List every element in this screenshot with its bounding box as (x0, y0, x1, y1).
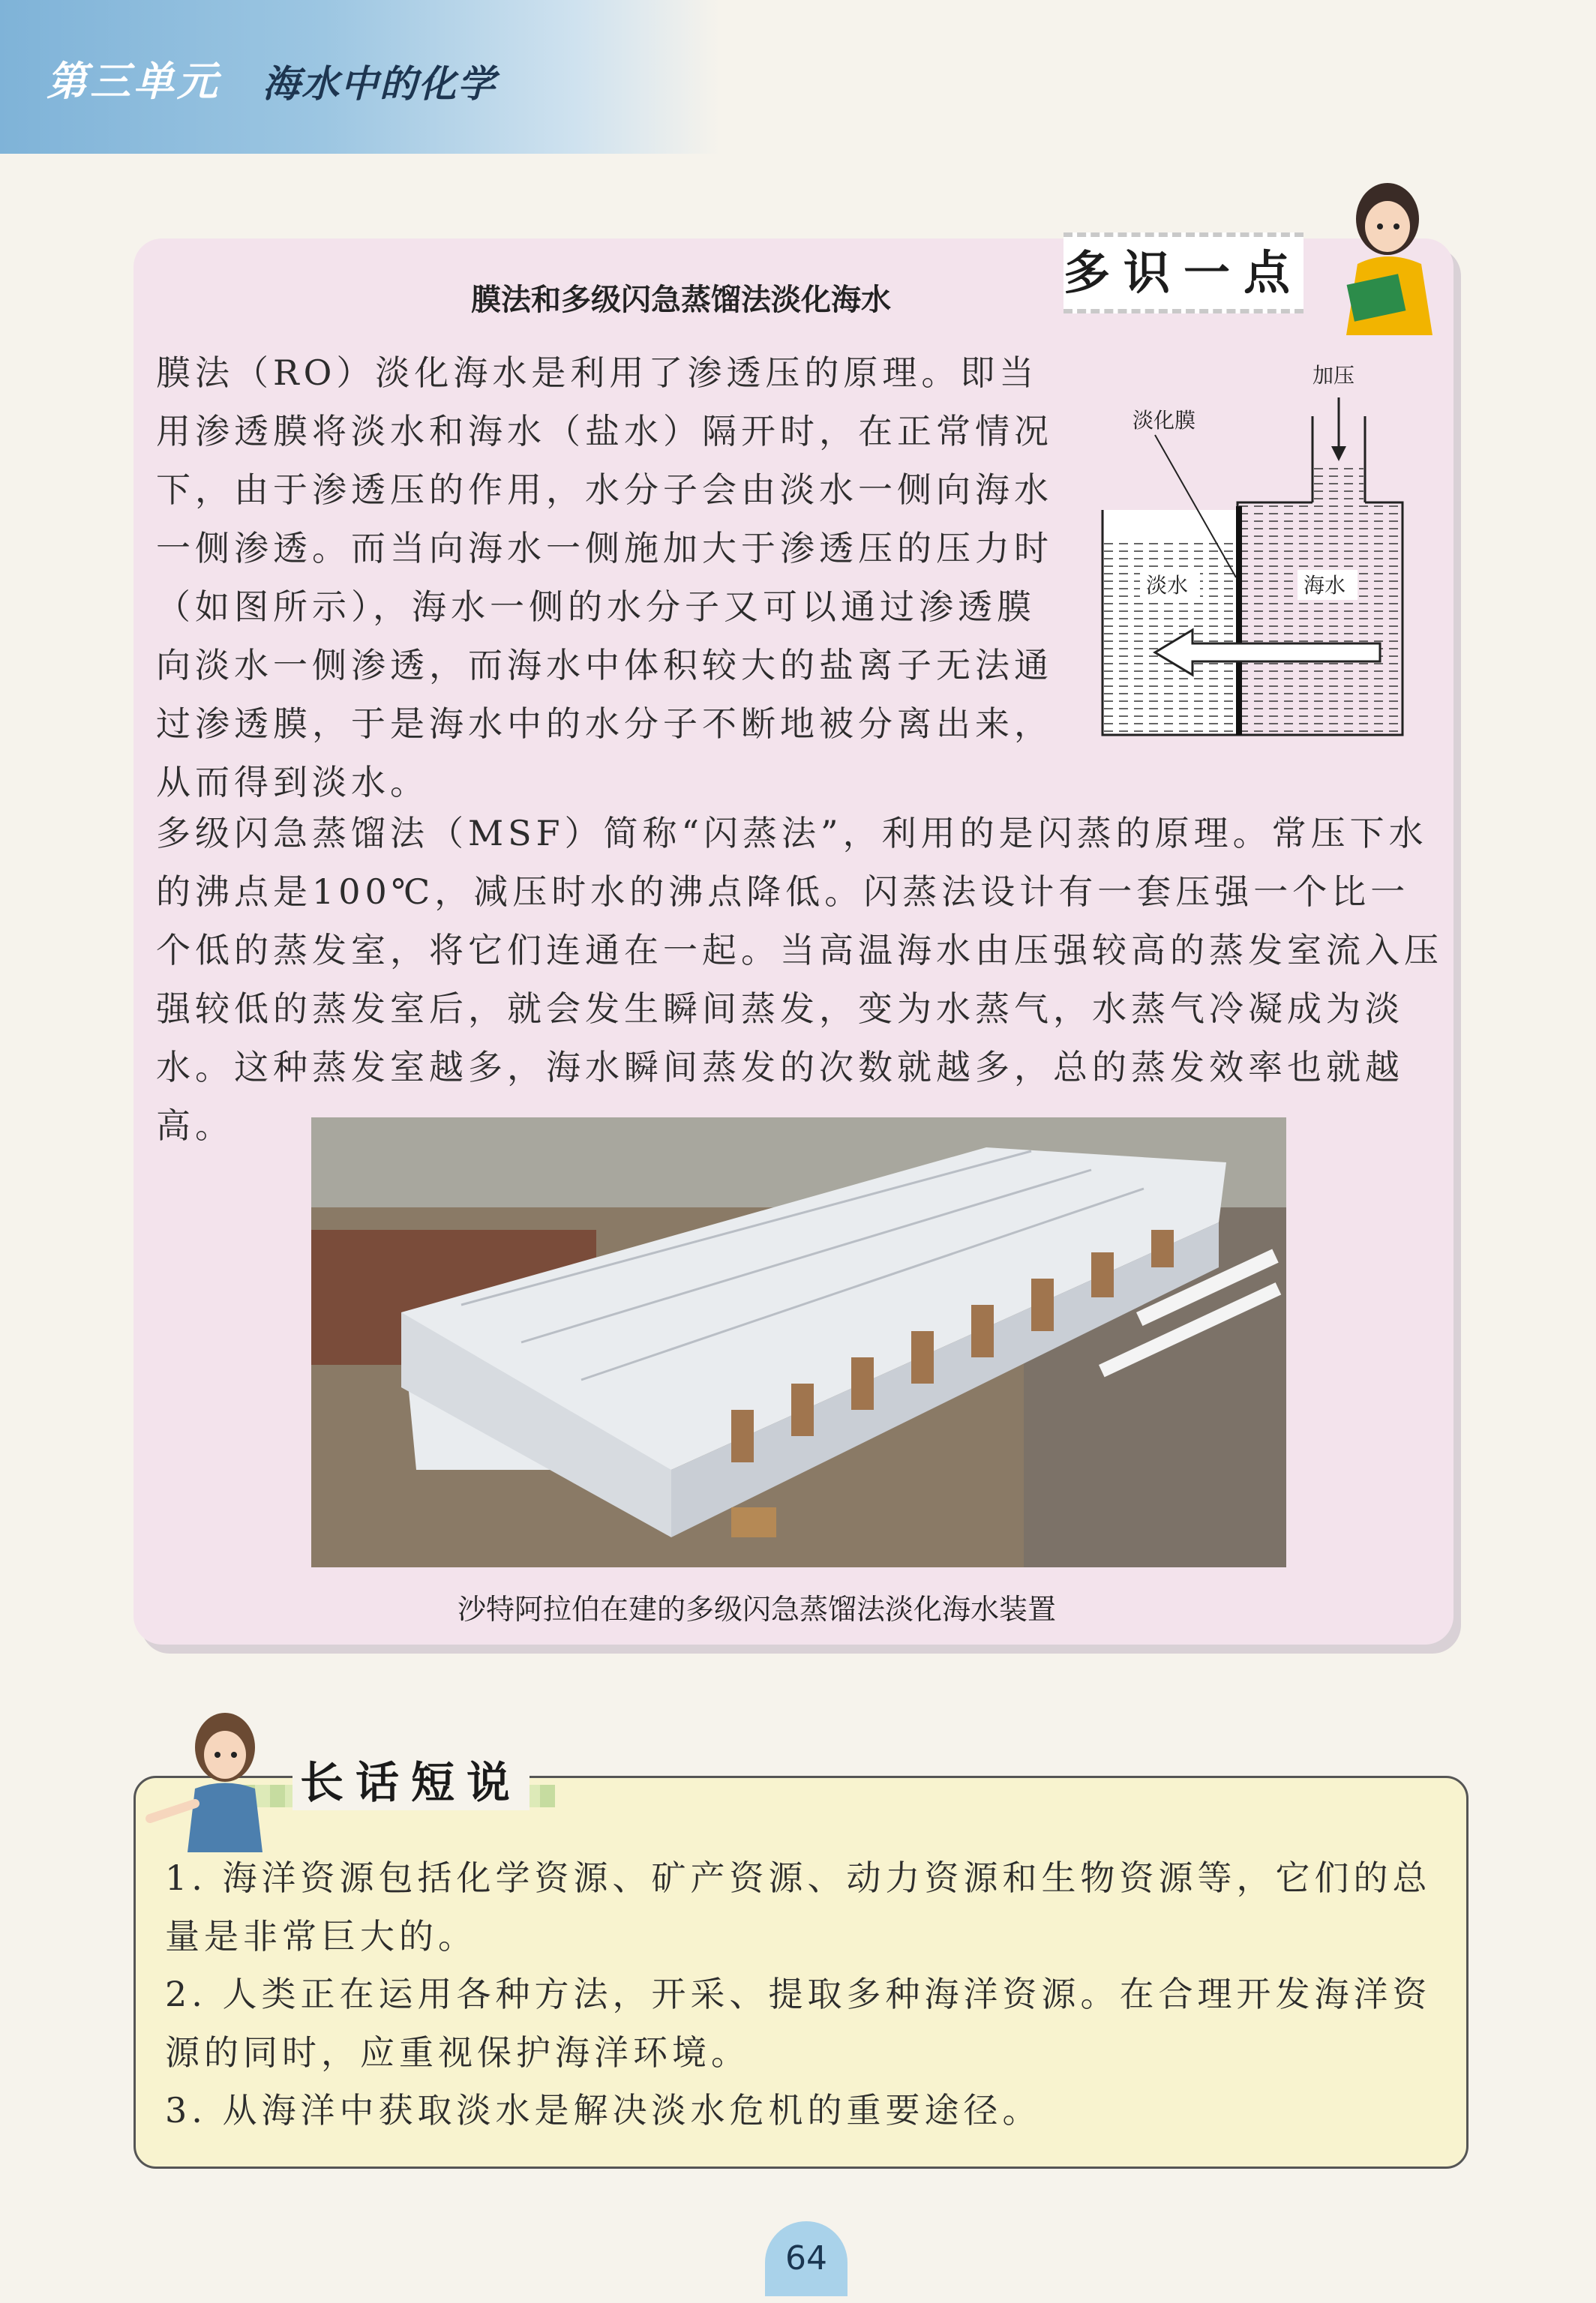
infobox-title: 膜法和多级闪急蒸馏法淡化海水 (471, 283, 891, 317)
chapter-title: 海水中的化学 (262, 61, 496, 106)
msf-method-paragraph: 多级闪急蒸馏法（MSF）简称“闪蒸法”，利用的是闪蒸的原理。常压下水的沸点是100℃，减压时水的沸点降低。闪蒸法设计有一套压强一个比一个低的蒸发室，将它们连通在一起。当高温海水由压强较高的蒸发室流入压强较低的蒸发室后，就会发生瞬间蒸发，变为水蒸气，水蒸气冷凝成为淡水。这种蒸发室越多，海水瞬间蒸发的次数就越多，总的蒸发效率也就越高。 (156, 813, 1443, 1146)
summary-item-2: 2. 人类正在运用各种方法，开采、提取多种海洋资源。在合理开发海洋资源的同时，应重视保护海洋环境。 (165, 1974, 1432, 2073)
photo-caption: 沙特阿拉伯在建的多级闪急蒸馏法淡化海水装置 (458, 1593, 1057, 1626)
reading-girl-illustration (1328, 174, 1440, 339)
unit-label: 第三单元 (46, 58, 220, 105)
membrane-method-paragraph: 膜法（RO）淡化海水是利用了渗透压的原理。即当用渗透膜将淡水和海水（盐水）隔开时，在正常情况下，由于渗透压的作用，水分子会由淡水一侧向海水一侧渗透。而当向海水一侧施加大于渗透压的压力时（如图所示），海水一侧的水分子又可以通过渗透膜向淡水一侧渗透，而海水中体积较大的盐离子无法通过渗透膜，于是海水中的水分子不断地被分离出来，从而得到淡水。 (156, 352, 1053, 802)
summary-title: 长话短说 (292, 1747, 530, 1810)
reverse-osmosis-diagram (1088, 352, 1418, 742)
fresh-water-label: 淡水 (1146, 573, 1189, 598)
summary-item-3: 3. 从海洋中获取淡水是解决淡水危机的重要途径。 (165, 2090, 1042, 2131)
extra-knowledge-badge: 多识一点 (1064, 232, 1304, 313)
unit-header-band (0, 0, 720, 154)
pressure-label: 加压 (1312, 363, 1355, 388)
summary-item-1: 1. 海洋资源包括化学资源、矿产资源、动力资源和生物资源等，它们的总量是非常巨大的。 (165, 1858, 1432, 1957)
desalination-plant-photo (311, 1117, 1286, 1567)
seawater-label: 海水 (1304, 573, 1346, 598)
pointing-girl-illustration (142, 1706, 278, 1856)
page-number: 64 (765, 2221, 848, 2296)
membrane-label: 淡化膜 (1132, 408, 1196, 433)
